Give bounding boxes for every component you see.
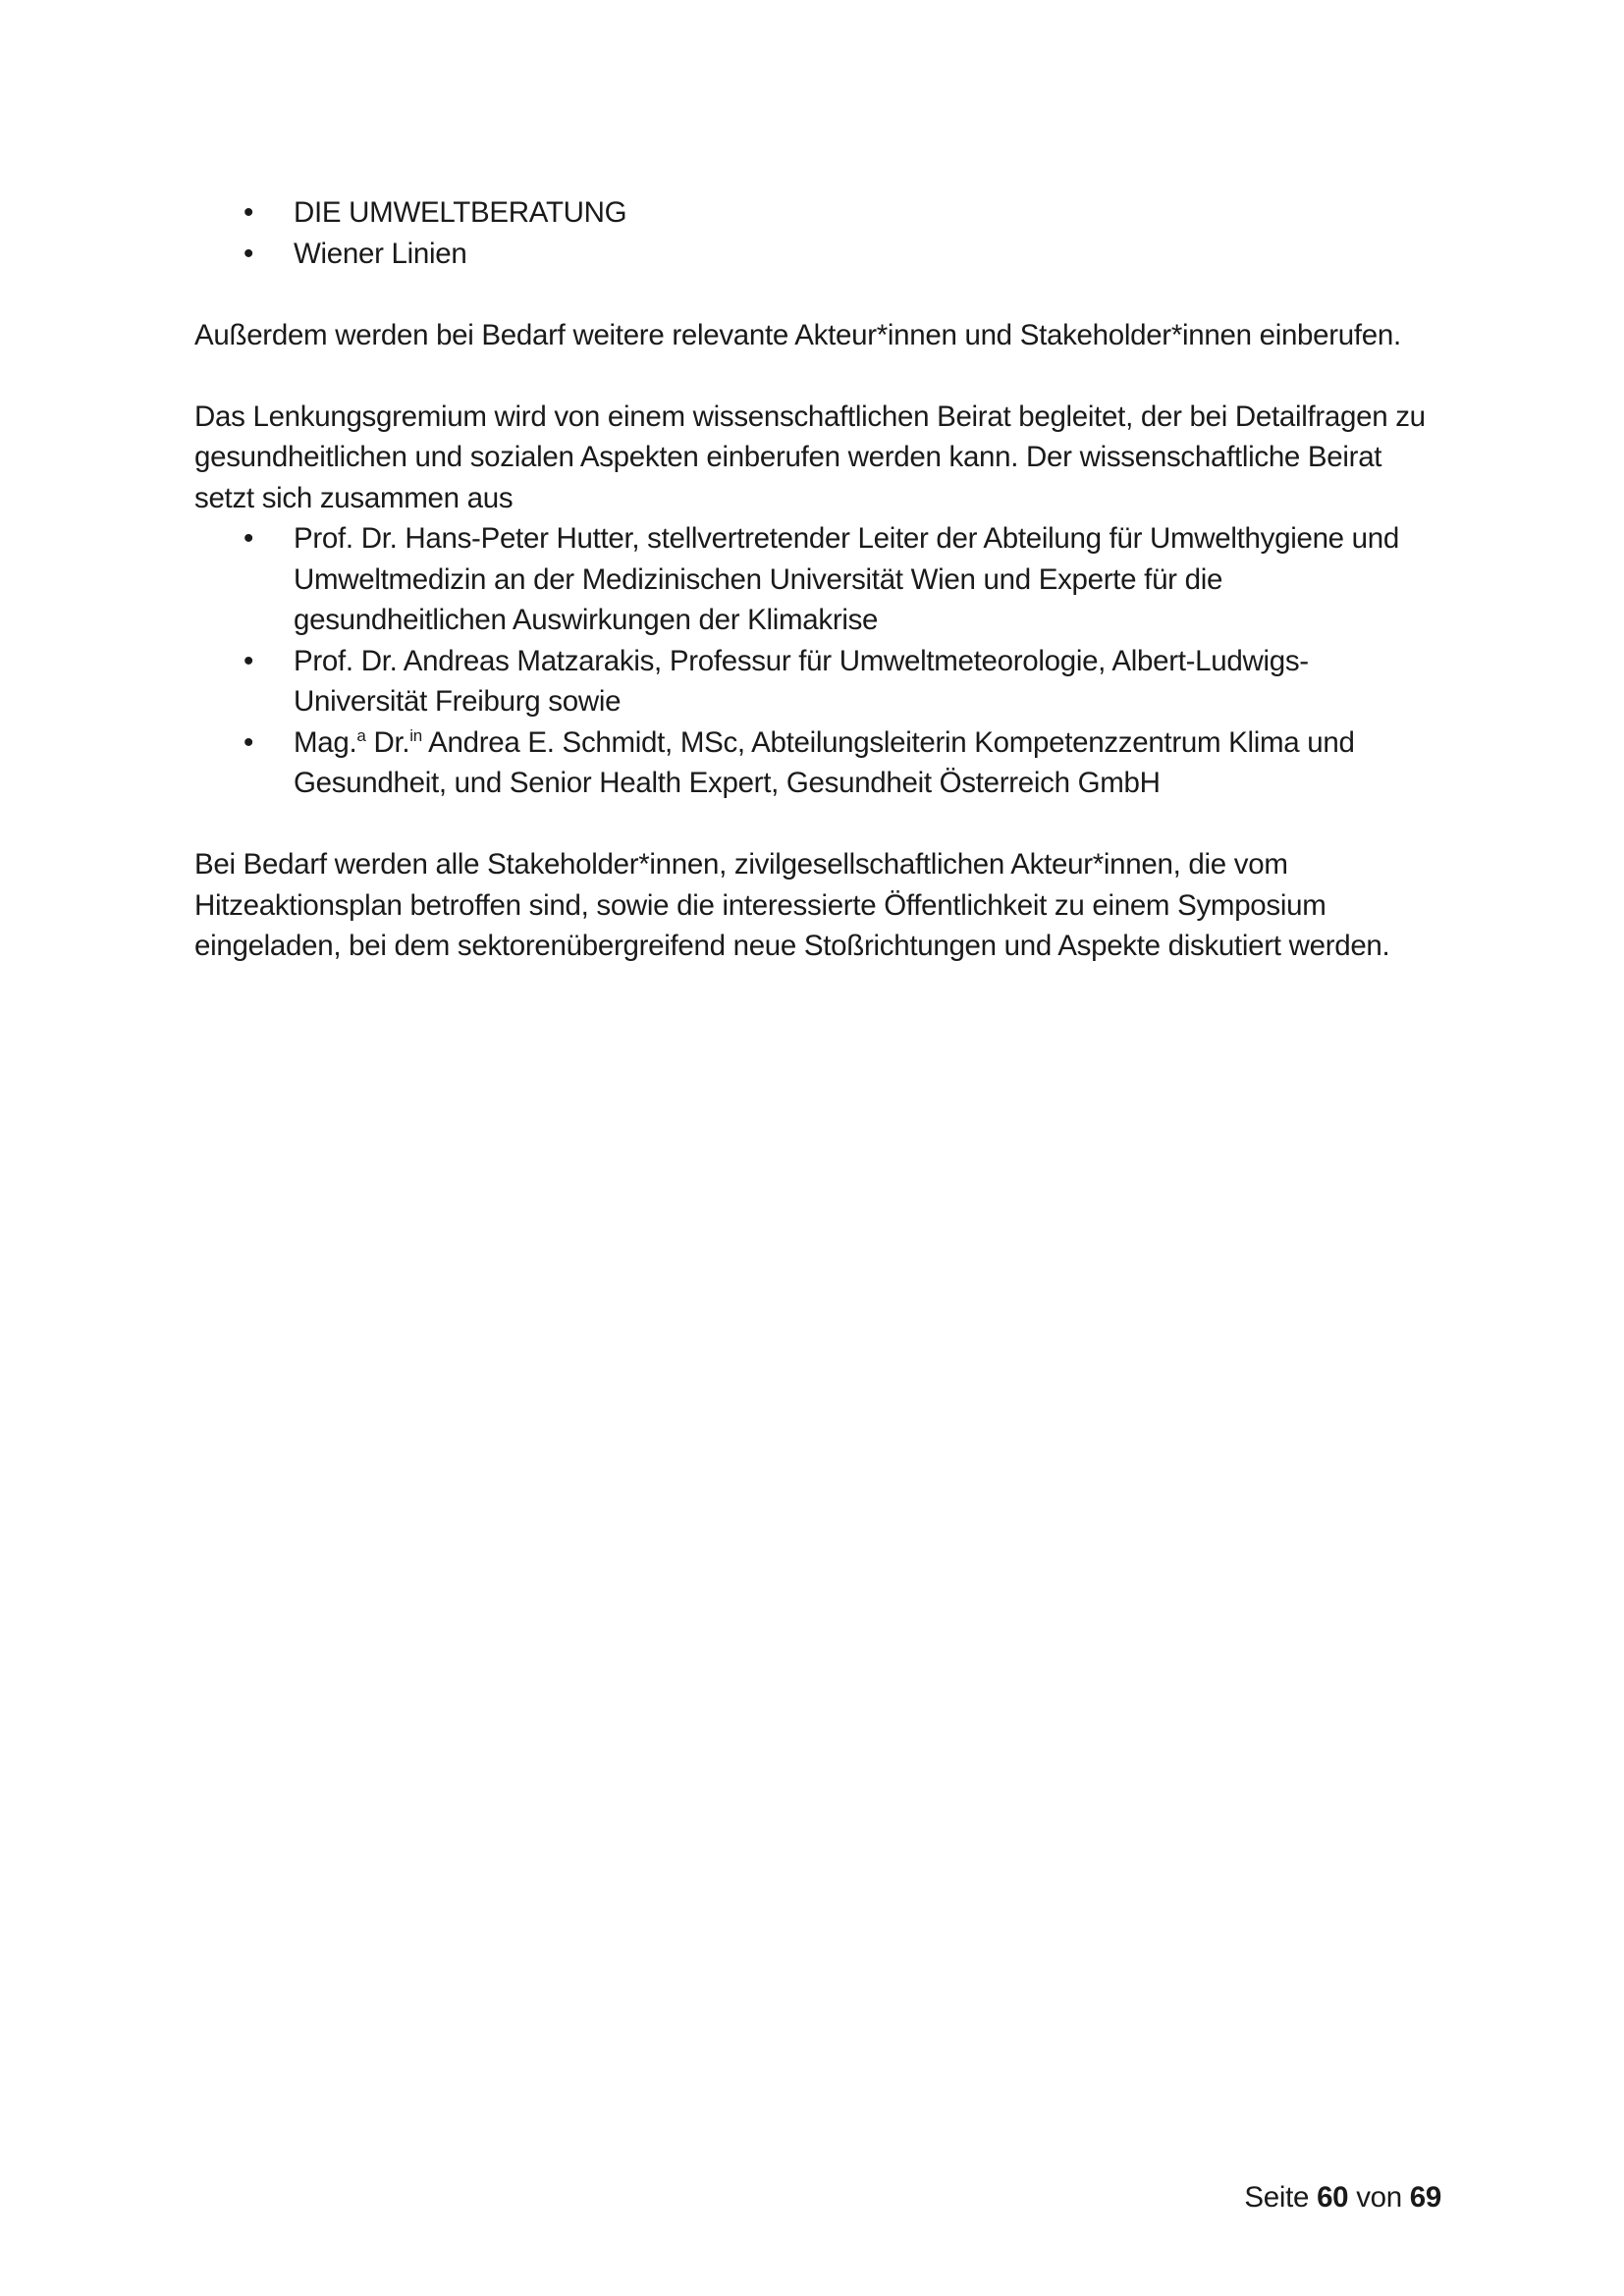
academic-title-dr: Dr. [373, 725, 410, 759]
organization-list [194, 192, 1441, 274]
total-page-count: 69 [1409, 2181, 1441, 2214]
advisory-member-schmidt-text: Andrea E. Schmidt, MSc, Abteilungsleiterin Kompetenzzentrum Klima und Gesundheit, und Senior Health Expert, Gesundheit Österreich GmbH [294, 725, 1355, 799]
list-item [194, 518, 1441, 641]
paragraph-additional-actors: Außerdem werden bei Bedarf weitere relevante Akteur*innen und Stakeholder*innen einberufen. [194, 318, 1401, 351]
list-item [194, 234, 1441, 275]
list-item-text: Wiener Linien [294, 237, 467, 270]
bullet-icon: • [244, 725, 254, 759]
page-separator: von [1356, 2181, 1402, 2214]
spacer [194, 274, 1441, 315]
current-page-number: 60 [1317, 2181, 1349, 2214]
bullet-icon: • [244, 196, 254, 229]
academic-title-dr-suffix: in [409, 725, 422, 745]
list-item [194, 192, 1441, 234]
spacer [194, 355, 1441, 397]
page-number-footer [1244, 2180, 1441, 2216]
advisory-board-list [194, 518, 1441, 804]
list-item [194, 641, 1441, 722]
advisory-member-hutter: Prof. Dr. Hans-Peter Hutter, stellvertretender Leiter der Abteilung für Umwelthygiene und Umweltmedizin an der Medizinischen Universität Wien und Experte für die gesundheitlichen Auswirkungen der Klimakrise [294, 522, 1400, 636]
list-item [194, 722, 1441, 804]
advisory-member-schmidt [294, 726, 1355, 800]
document-body [194, 192, 1441, 967]
academic-title-mag-suffix: a [356, 725, 366, 745]
page-label: Seite [1244, 2181, 1310, 2214]
list-item-text: DIE UMWELTBERATUNG [294, 196, 627, 229]
paragraph-advisory-board-intro: Das Lenkungsgremium wird von einem wissenschaftlichen Beirat begleitet, der bei Detailfragen zu gesundheitlichen und sozialen Aspekten einberufen werden kann. Der wissenschaftliche Beirat setzt sich zusammen aus [194, 400, 1426, 514]
bullet-icon: • [244, 237, 254, 270]
academic-title-mag: Mag. [294, 725, 357, 759]
advisory-member-matzarakis: Prof. Dr. Andreas Matzarakis, Professur für Umweltmeteorologie, Albert-Ludwigs-Universität Freiburg sowie [294, 644, 1309, 718]
bullet-icon: • [244, 522, 254, 555]
paragraph-symposium: Bei Bedarf werden alle Stakeholder*innen, zivilgesellschaftlichen Akteur*innen, die vom Hitzeaktionsplan betroffen sind, sowie die interessierte Öffentlichkeit zu einem Symposium eingeladen, bei dem sektorenübergreifend neue Stoßrichtungen und Aspekte diskutiert werden. [194, 848, 1390, 962]
bullet-icon: • [244, 644, 254, 677]
spacer [194, 804, 1441, 845]
